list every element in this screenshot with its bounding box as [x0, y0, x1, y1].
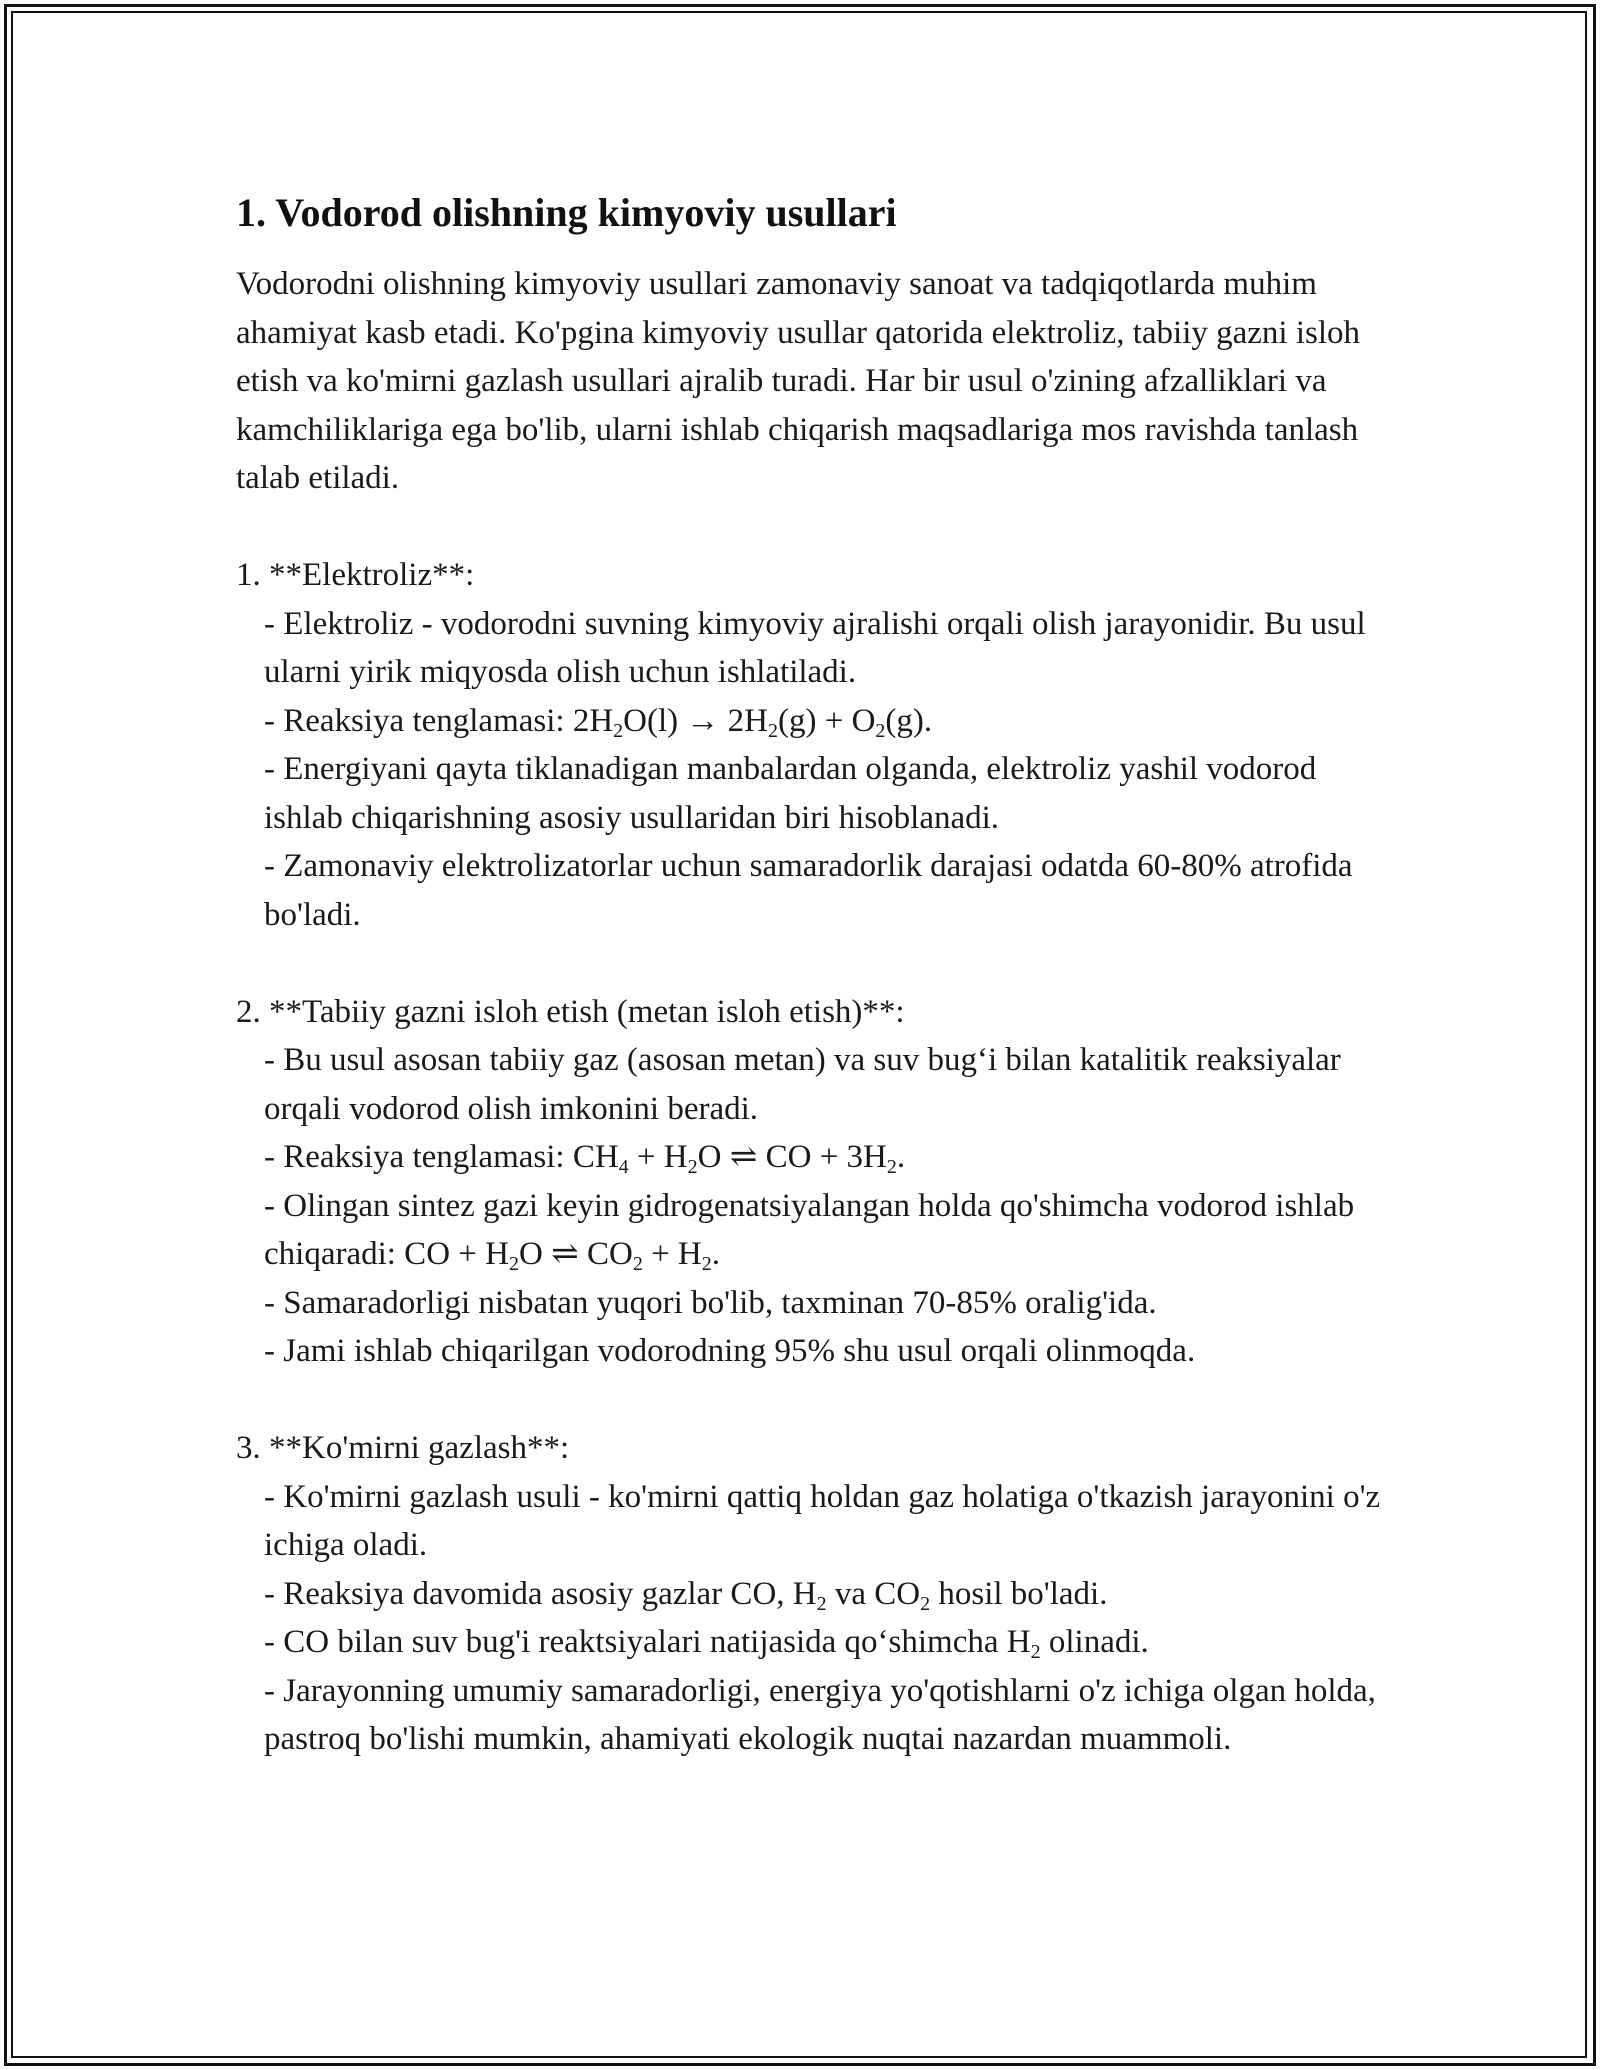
list-item: - Samaradorligi nisbatan yuqori bo'lib, taxminan 70-85% oralig'ida.	[264, 1284, 1157, 1321]
list-item: - CO bilan suv bug'i reaktsiyalari natijasida qo‘shimcha $H_2$ olinadi.	[264, 1624, 1149, 1663]
list-item: - Zamonaviy elektrolizatorlar uchun samaradorlik darajasi odatda 60-80% atrofida bo'ladi.	[264, 848, 1353, 933]
section-heading: 2. **Tabiiy gazni isloh etish (metan isloh etish)**:	[236, 993, 905, 1030]
section-tabiiy-gaz	[236, 988, 1386, 1376]
list-item: - Reaksiya tenglamasi: $CH_4 + H_2O$ ⇌ CO + $3H_2$.	[264, 1139, 906, 1178]
list-item: - Reaksiya davomida asosiy gazlar CO, $H_2$ va $CO_2$ hosil bo'ladi.	[264, 1575, 1108, 1615]
list-item: - Bu usul asosan tabiiy gaz (asosan metan) va suv bug‘i bilan katalitik reaksiyalar orqali vodorod olish imkonini beradi.	[264, 1042, 1341, 1127]
list-item: - Energiyani qayta tiklanadigan manbalardan olganda, elektroliz yashil vodorod ishlab chiqarishning asosiy usullaridan biri hisoblanadi.	[264, 751, 1317, 836]
list-item: - Ko'mirni gazlash usuli - ko'mirni qattiq holdan gaz holatiga o'tkazish jarayonini o'z ichiga oladi.	[264, 1478, 1381, 1563]
document-title: 1. Vodorod olishning kimyoviy usullari	[236, 190, 897, 235]
section-komir-gazlash	[236, 1424, 1386, 1764]
list-item: - Elektroliz - vodorodni suvning kimyoviy ajralishi orqali olish jarayonidir. Bu usul ularni yirik miqyosda olish uchun ishlatiladi.	[264, 605, 1366, 690]
list-item: - Olingan sintez gazi keyin gidrogenatsiyalangan holda qo'shimcha vodorod ishlab chiqaradi: CO + $H_2O$ ⇌ $CO_2 + H_2$.	[264, 1187, 1355, 1275]
intro-paragraph: Vodorodni olishning kimyoviy usullari zamonaviy sanoat va tadqiqotlarda muhim ahamiyat kasb etadi. Ko'pgina kimyoviy usullar qatorida elektroliz, tabiiy gazni isloh etish va ko'mirni gazlash usullari ajralib turadi. Har bir usul o'zining afzalliklari va kamchiliklariga ega bo'lib, ularni ishlab chiqarish maqsadlariga mos ravishda tanlash talab etiladi.	[236, 266, 1360, 496]
section-heading: 3. **Ko'mirni gazlash**:	[236, 1430, 570, 1466]
document-page	[236, 188, 1386, 1764]
list-item: - Jarayonning umumiy samaradorligi, energiya yo'qotishlarni o'z ichiga olgan holda, pastroq bo'lishi mumkin, ahamiyati ekologik nuqtai nazardan muammoli.	[264, 1672, 1376, 1757]
section-heading: 1. **Elektroliz**:	[236, 557, 475, 593]
section-elektroliz	[236, 551, 1386, 939]
list-item: - Reaksiya tenglamasi: $2H_2O(l) \to 2H_2(g) + O_2(g)$.	[264, 702, 933, 742]
list-item: - Jami ishlab chiqarilgan vodorodning 95% shu usul orqali olinmoqda.	[264, 1333, 1196, 1369]
